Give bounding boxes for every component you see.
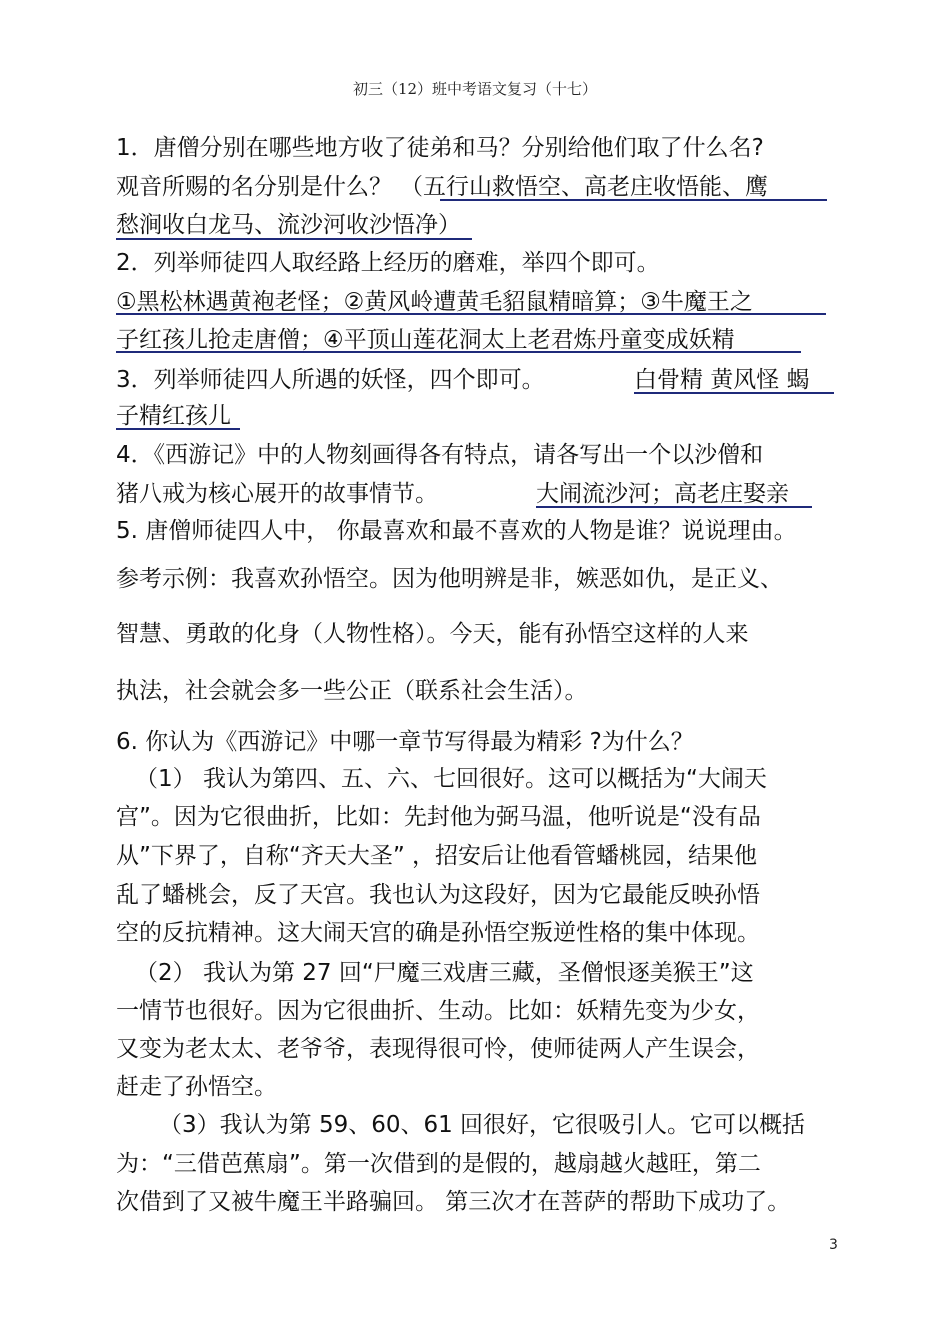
- q2-answer-line1: ①黑松林遇黄袍老怪；②黄风岭遭黄毛貂鼠精暗算；③牛魔王之: [116, 289, 753, 315]
- page-number: 3: [829, 1237, 838, 1253]
- q3-answer-underline1: [634, 392, 834, 394]
- q4-answer-underline: [536, 506, 812, 508]
- q1-answer-underline2: [116, 238, 472, 240]
- q3-answer-line1: 白骨精 黄风怪 蝎: [634, 367, 810, 393]
- q4-line1: 4．《西游记》中的人物刻画得各有特点，请各写出一个以沙僧和: [116, 442, 764, 468]
- q2-answer-underline2: [116, 351, 801, 353]
- q4-answer: 大闹流沙河；高老庄娶亲: [536, 481, 789, 507]
- q5-question: 5. 唐僧师徒四人中， 你最喜欢和最不喜欢的人物是谁？说说理由。: [116, 518, 797, 544]
- q1-answer-line2: 愁涧收白龙马、流沙河收沙悟净）: [116, 212, 461, 238]
- q6-s3-line1: （3）我认为第 59、60、61 回很好，它很吸引人。它可以概括: [159, 1112, 806, 1138]
- q6-s1-line5: 空的反抗精神。这大闹天宫的确是孙悟空叛逆性格的集中体现。: [116, 920, 760, 946]
- q4-line2: 猪八戒为核心展开的故事情节。: [116, 481, 438, 507]
- q6-s3-line2: 为：“三借芭蕉扇”。第一次借到的是假的，越扇越火越旺，第二: [116, 1151, 761, 1177]
- q6-s1-line4: 乱了蟠桃会，反了天宫。我也认为这段好，因为它最能反映孙悟: [116, 882, 760, 908]
- q3-answer-underline2: [116, 428, 240, 430]
- q6-s2-line1: （2） 我认为第 27 回“尸魔三戏唐三藏，圣僧恨逐美猴王”这: [135, 960, 754, 986]
- q6-s2-line2: 一情节也很好。因为它很曲折、生动。比如：妖精先变为少女，: [116, 998, 760, 1024]
- q6-s1-line2: 宫”。因为它很曲折，比如：先封他为弼马温，他听说是“没有品: [116, 804, 761, 830]
- q3-answer-line2: 子精红孩儿: [116, 403, 231, 429]
- q1-line2-question: 观音所赐的名分别是什么？: [116, 174, 392, 200]
- q5-reference-line2: 智慧、勇敢的化身（人物性格）。今天，能有孙悟空这样的人来: [116, 621, 749, 647]
- page-header: 初三（12）班中考语文复习（十七）: [352, 80, 598, 98]
- q6-question: 6. 你认为《西游记》中哪一章节写得最为精彩 ?为什么？: [116, 729, 694, 755]
- q6-s2-line3: 又变为老太太、老爷爷，表现得很可怜，使师徒两人产生误会，: [116, 1036, 760, 1062]
- q5-reference-line1: 参考示例：我喜欢孙悟空。因为他明辨是非，嫉恶如仇，是正义、: [116, 566, 783, 592]
- q1-answer-line1: （五行山救悟空、高老庄收悟能、鹰: [400, 174, 768, 200]
- q1-line1: 1．唐僧分别在哪些地方收了徒弟和马？分别给他们取了什么名?: [116, 135, 764, 161]
- q5-reference-line3: 执法，社会就会多一些公正（联系社会生活）。: [116, 678, 588, 704]
- q1-answer-underline1: [440, 199, 827, 201]
- q2-answer-underline1: [116, 313, 826, 315]
- q2-answer-line2: 子红孩儿抢走唐僧；④平顶山莲花洞太上老君炼丹童变成妖精: [116, 327, 735, 353]
- q6-s2-line4: 赶走了孙悟空。: [116, 1074, 277, 1100]
- q6-s1-line3: 从”下界了，自称“齐天大圣” ，招安后让他看管蟠桃园，结果他: [116, 843, 758, 869]
- q3-question: 3．列举师徒四人所遇的妖怪，四个即可。: [116, 367, 545, 393]
- q2-question: 2．列举师徒四人取经路上经历的磨难，举四个即可。: [116, 250, 660, 276]
- q6-s1-line1: （1） 我认为第四、五、六、七回很好。这可以概括为“大闹天: [135, 766, 767, 792]
- q6-s3-line3: 次借到了又被牛魔王半路骗回。 第三次才在菩萨的帮助下成功了。: [116, 1189, 791, 1215]
